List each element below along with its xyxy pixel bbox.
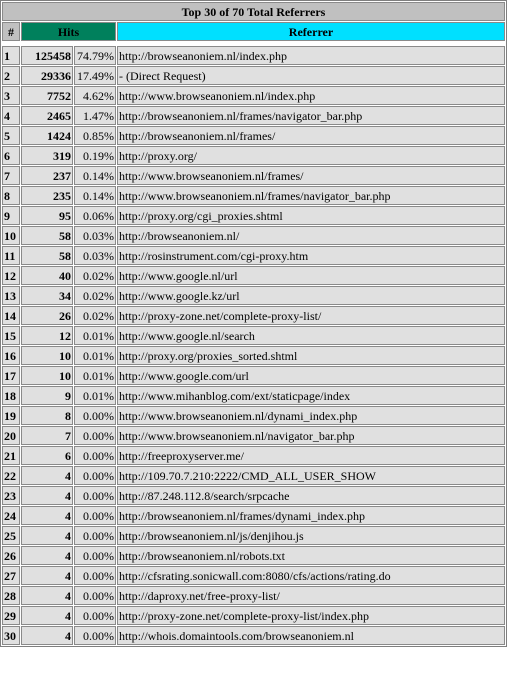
hits-count: 7752: [21, 86, 73, 105]
row-number: 5: [2, 126, 20, 145]
referrer-url: - (Direct Request): [117, 66, 505, 85]
row-number: 24: [2, 506, 20, 525]
referrer-url: http://www.browseanoniem.nl/navigator_bar.php: [117, 426, 505, 445]
table-row: [2, 206, 505, 225]
hits-percent: 0.85%: [74, 126, 116, 145]
column-header-referrer: Referrer: [117, 22, 505, 41]
table-row: [2, 246, 505, 265]
row-number: 14: [2, 306, 20, 325]
row-number: 4: [2, 106, 20, 125]
referrer-url: http://browseanoniem.nl/frames/navigator_bar.php: [117, 106, 505, 125]
table-row: [2, 526, 505, 545]
hits-count: 4: [21, 586, 73, 605]
row-number: 23: [2, 486, 20, 505]
hits-count: 40: [21, 266, 73, 285]
table-row: [2, 606, 505, 625]
table-row: [2, 346, 505, 365]
hits-count: 10: [21, 366, 73, 385]
hits-count: 4: [21, 566, 73, 585]
table-row: [2, 86, 505, 105]
table-row: [2, 106, 505, 125]
hits-percent: 0.00%: [74, 426, 116, 445]
table-row: [2, 386, 505, 405]
table-row: [2, 626, 505, 645]
referrer-url: http://rosinstrument.com/cgi-proxy.htm: [117, 246, 505, 265]
referrer-url: http://www.google.nl/search: [117, 326, 505, 345]
row-number: 10: [2, 226, 20, 245]
hits-count: 6: [21, 446, 73, 465]
hits-count: 4: [21, 466, 73, 485]
referrer-url: http://browseanoniem.nl/js/denjihou.js: [117, 526, 505, 545]
referrer-url: http://proxy.org/cgi_proxies.shtml: [117, 206, 505, 225]
table-row: [2, 266, 505, 285]
referrer-url: http://browseanoniem.nl/robots.txt: [117, 546, 505, 565]
referrer-url: http://proxy-zone.net/complete-proxy-list/: [117, 306, 505, 325]
table-row: [2, 466, 505, 485]
referrer-url: http://browseanoniem.nl/: [117, 226, 505, 245]
referrer-url: http://daproxy.net/free-proxy-list/: [117, 586, 505, 605]
row-number: 7: [2, 166, 20, 185]
hits-percent: 4.62%: [74, 86, 116, 105]
hits-percent: 0.00%: [74, 626, 116, 645]
hits-percent: 17.49%: [74, 66, 116, 85]
table-row: [2, 586, 505, 605]
hits-count: 4: [21, 506, 73, 525]
table-row: [2, 506, 505, 525]
row-number: 18: [2, 386, 20, 405]
table-row: [2, 66, 505, 85]
hits-count: 319: [21, 146, 73, 165]
hits-percent: 74.79%: [74, 46, 116, 65]
row-number: 28: [2, 586, 20, 605]
referrer-url: http://www.browseanoniem.nl/frames/: [117, 166, 505, 185]
referrer-url: http://www.google.nl/url: [117, 266, 505, 285]
row-number: 26: [2, 546, 20, 565]
hits-percent: 0.03%: [74, 246, 116, 265]
hits-percent: 0.00%: [74, 406, 116, 425]
row-number: 1: [2, 46, 20, 65]
hits-percent: 0.00%: [74, 566, 116, 585]
hits-count: 58: [21, 246, 73, 265]
hits-percent: 0.02%: [74, 286, 116, 305]
row-number: 20: [2, 426, 20, 445]
hits-percent: 0.06%: [74, 206, 116, 225]
hits-percent: 0.01%: [74, 386, 116, 405]
column-header-number: #: [2, 22, 20, 41]
table-row: [2, 446, 505, 465]
table-row: [2, 426, 505, 445]
row-number: 29: [2, 606, 20, 625]
row-number: 27: [2, 566, 20, 585]
table-title: Top 30 of 70 Total Referrers: [2, 2, 505, 21]
referrer-url: http://www.browseanoniem.nl/frames/navigator_bar.php: [117, 186, 505, 205]
referrer-url: http://freeproxyserver.me/: [117, 446, 505, 465]
row-number: 30: [2, 626, 20, 645]
hits-count: 125458: [21, 46, 73, 65]
table-row: [2, 146, 505, 165]
hits-percent: 0.01%: [74, 346, 116, 365]
row-number: 11: [2, 246, 20, 265]
hits-count: 4: [21, 486, 73, 505]
hits-percent: 0.00%: [74, 586, 116, 605]
hits-count: 10: [21, 346, 73, 365]
table-row: [2, 46, 505, 65]
referrer-url: http://browseanoniem.nl/frames/: [117, 126, 505, 145]
hits-percent: 0.00%: [74, 466, 116, 485]
row-number: 13: [2, 286, 20, 305]
referrer-url: http://www.google.kz/url: [117, 286, 505, 305]
table-row: [2, 166, 505, 185]
row-number: 22: [2, 466, 20, 485]
row-number: 9: [2, 206, 20, 225]
hits-count: 1424: [21, 126, 73, 145]
referrer-url: http://browseanoniem.nl/index.php: [117, 46, 505, 65]
row-number: 3: [2, 86, 20, 105]
hits-percent: 0.01%: [74, 326, 116, 345]
table-row: [2, 546, 505, 565]
row-number: 19: [2, 406, 20, 425]
hits-count: 237: [21, 166, 73, 185]
hits-percent: 0.19%: [74, 146, 116, 165]
hits-count: 9: [21, 386, 73, 405]
referrer-url: http://www.browseanoniem.nl/dynami_index.php: [117, 406, 505, 425]
hits-count: 95: [21, 206, 73, 225]
hits-percent: 0.02%: [74, 306, 116, 325]
hits-percent: 0.01%: [74, 366, 116, 385]
hits-count: 29336: [21, 66, 73, 85]
referrer-url: http://www.browseanoniem.nl/index.php: [117, 86, 505, 105]
column-header-hits: Hits: [21, 22, 116, 41]
hits-percent: 0.02%: [74, 266, 116, 285]
referrer-url: http://www.mihanblog.com/ext/staticpage/index: [117, 386, 505, 405]
table-row: [2, 566, 505, 585]
hits-percent: 0.14%: [74, 166, 116, 185]
hits-percent: 0.03%: [74, 226, 116, 245]
hits-count: 34: [21, 286, 73, 305]
table-row: [2, 406, 505, 425]
hits-count: 8: [21, 406, 73, 425]
hits-percent: 0.00%: [74, 486, 116, 505]
hits-count: 4: [21, 626, 73, 645]
hits-count: 235: [21, 186, 73, 205]
row-number: 15: [2, 326, 20, 345]
referrer-url: http://cfsrating.sonicwall.com:8080/cfs/actions/rating.do: [117, 566, 505, 585]
row-number: 21: [2, 446, 20, 465]
table-row: [2, 186, 505, 205]
table-row: [2, 326, 505, 345]
row-number: 25: [2, 526, 20, 545]
hits-count: 4: [21, 606, 73, 625]
referrer-rows: [2, 46, 505, 645]
table-row: [2, 486, 505, 505]
referrer-url: http://browseanoniem.nl/frames/dynami_index.php: [117, 506, 505, 525]
table-row: [2, 226, 505, 245]
referrer-url: http://www.google.com/url: [117, 366, 505, 385]
referrer-url: http://proxy.org/proxies_sorted.shtml: [117, 346, 505, 365]
referrer-url: http://proxy-zone.net/complete-proxy-list/index.php: [117, 606, 505, 625]
row-number: 17: [2, 366, 20, 385]
table-row: [2, 126, 505, 145]
table-row: [2, 306, 505, 325]
hits-count: 4: [21, 546, 73, 565]
hits-count: 26: [21, 306, 73, 325]
referrer-url: http://whois.domaintools.com/browseanoniem.nl: [117, 626, 505, 645]
table-row: [2, 366, 505, 385]
row-number: 6: [2, 146, 20, 165]
table-row: [2, 286, 505, 305]
hits-percent: 0.00%: [74, 446, 116, 465]
referrer-url: http://109.70.7.210:2222/CMD_ALL_USER_SHOW: [117, 466, 505, 485]
hits-percent: 0.14%: [74, 186, 116, 205]
hits-count: 4: [21, 526, 73, 545]
hits-percent: 0.00%: [74, 606, 116, 625]
hits-count: 12: [21, 326, 73, 345]
referrer-url: http://87.248.112.8/search/srpcache: [117, 486, 505, 505]
hits-count: 58: [21, 226, 73, 245]
hits-percent: 0.00%: [74, 506, 116, 525]
row-number: 2: [2, 66, 20, 85]
hits-percent: 0.00%: [74, 526, 116, 545]
hits-count: 2465: [21, 106, 73, 125]
hits-count: 7: [21, 426, 73, 445]
referrer-url: http://proxy.org/: [117, 146, 505, 165]
row-number: 12: [2, 266, 20, 285]
row-number: 8: [2, 186, 20, 205]
row-number: 16: [2, 346, 20, 365]
hits-percent: 0.00%: [74, 546, 116, 565]
hits-percent: 1.47%: [74, 106, 116, 125]
